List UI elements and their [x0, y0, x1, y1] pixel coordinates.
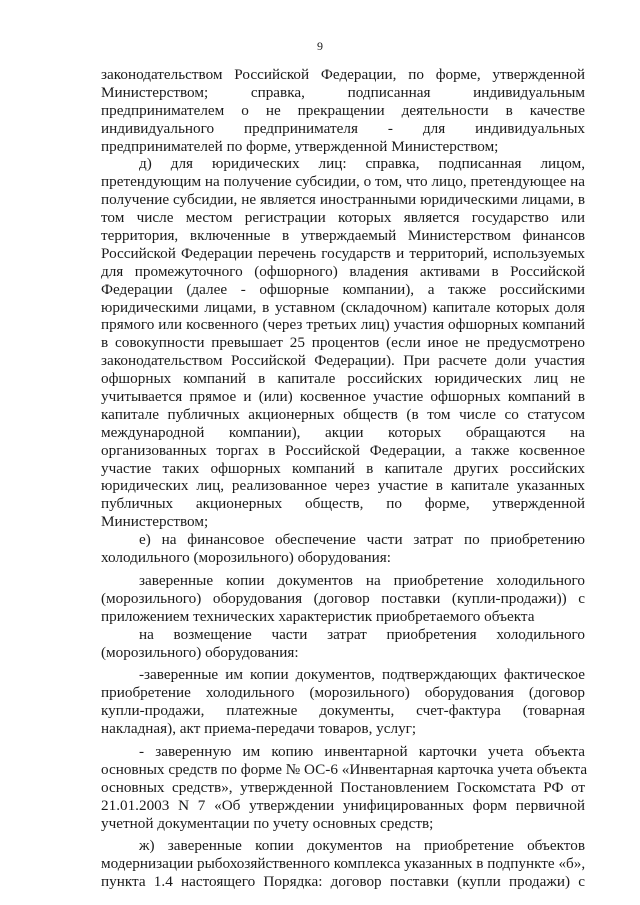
text-line: для промежуточного (офшорного) владения активами в Российской	[101, 262, 585, 280]
text-line: в совокупности превышает 25 процентов (если иное не предусмотрено	[101, 334, 585, 352]
text-line: (морозильного) оборудования (договор поставки (купли-продажи)) с	[101, 589, 585, 607]
text-line: основных средств», утвержденной Постановлением Госкомстата РФ от	[101, 778, 585, 796]
text-line: юридических лиц, реализованное через участие в капитале указанных	[101, 477, 585, 495]
text-line: территория, включенные в утверждаемый Министерством финансов	[101, 227, 585, 245]
paragraph	[101, 742, 588, 832]
text-line: Федерации (далее - офшорные компании), а также российскими	[101, 280, 585, 298]
text-line: на возмещение части затрат приобретения холодильного	[139, 625, 585, 643]
text-line: международной компании), акции которых обращаются на	[101, 423, 585, 441]
text-line: учетной документации по учету основных средств;	[101, 814, 434, 832]
text-line: участие таких офшорных компаний в капитале других российских	[101, 459, 585, 477]
text-line: е) на финансовое обеспечение части затрат по приобретению	[139, 531, 585, 549]
text-line: модернизации рыбохозяйственного комплекса указанных в подпункте «б»,	[101, 855, 586, 873]
text-line: юридическими лицами, в уставном (складочном) капитале которых доля	[101, 298, 585, 316]
text-line: холодильного (морозильного) оборудования:	[101, 549, 392, 567]
text-line: ж) заверенные копии документов на приобретение объектов	[139, 837, 585, 855]
text-line: предпринимателем о не прекращении деятельности в качестве	[101, 101, 585, 119]
paragraph	[101, 837, 585, 891]
text-line: приобретение холодильного (морозильного) оборудования (договор	[101, 684, 585, 702]
text-line: купли-продажи, платежные документы, счет-фактура (товарная	[101, 702, 585, 720]
text-line: 21.01.2003 N 7 «Об утверждении унифицированных форм первичной	[101, 796, 585, 814]
text-line: офшорных компаний в капитале российских юридических лиц не	[101, 370, 585, 388]
text-line: Министерством;	[101, 513, 209, 531]
text-line: предпринимателей по форме, утвержденной Министерством;	[101, 137, 499, 155]
text-line: том числе местом регистрации которых является государство или	[101, 209, 585, 227]
paragraph	[101, 155, 585, 531]
text-line: основных средств по форме № ОС-6 «Инвентарная карточка учета объекта	[101, 760, 588, 778]
paragraph	[101, 531, 585, 567]
paragraph	[101, 666, 585, 738]
text-line: (морозильного) оборудования:	[101, 643, 299, 661]
text-line: заверенные копии документов на приобретение холодильного	[139, 571, 585, 589]
text-line: претендующим на получение субсидии, о том, что лицо, претендующее на	[101, 173, 585, 191]
text-line: получение субсидии, не является иностранными юридическими лицами, в	[101, 191, 585, 209]
text-line: индивидуального предпринимателя - для индивидуальных	[101, 119, 585, 137]
text-line: прямого или косвенного (через третьих лиц) участия офшорных компаний	[101, 316, 585, 334]
text-line: д) для юридических лиц: справка, подписанная лицом,	[139, 155, 585, 173]
text-line: публичных акционерных обществ, по форме, утвержденной	[101, 495, 585, 513]
text-line: - заверенную им копию инвентарной карточки учета объекта	[139, 742, 585, 760]
text-line: Российской Федерации перечень государств и территорий, используемых	[101, 244, 585, 262]
text-line: учитывается прямое и (или) косвенное участие офшорных компаний в	[101, 388, 585, 406]
text-line: -заверенные им копии документов, подтверждающих фактическое	[139, 666, 585, 684]
paragraph	[101, 626, 585, 662]
document-body	[101, 66, 588, 891]
paragraph	[101, 66, 585, 155]
page-number: 9	[317, 39, 323, 53]
text-line: организованных торгах в Российской Федерации, а также косвенное	[101, 441, 585, 459]
paragraph	[101, 572, 585, 626]
text-line: накладная), акт приема-передачи товаров, услуг;	[101, 720, 417, 738]
text-line: законодательством Российской Федерации, по форме, утвержденной	[101, 66, 585, 83]
text-line: законодательством Российской Федерации). При расчете доли участия	[101, 352, 585, 370]
text-line: приложением технических характеристик приобретаемого объекта	[101, 607, 535, 625]
text-line: пункта 1.4 настоящего Порядка: договор поставки (купли продажи) с	[101, 873, 585, 891]
text-line: капитале публичных акционерных обществ (в том числе со статусом	[101, 405, 585, 423]
text-line: Министерством; справка, подписанная индивидуальным	[101, 83, 585, 101]
